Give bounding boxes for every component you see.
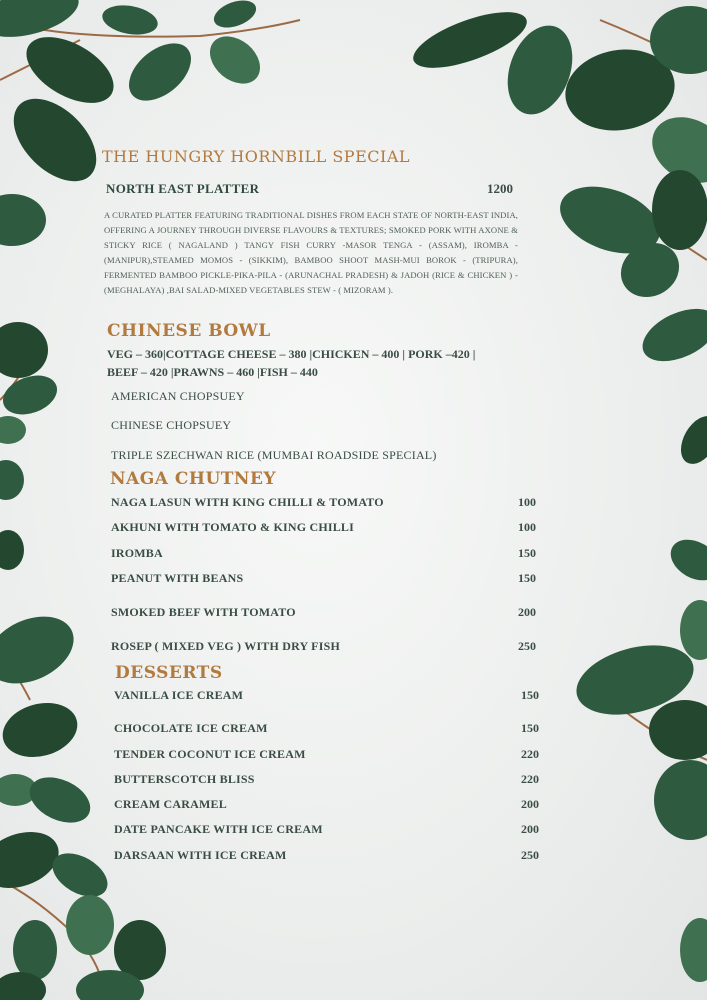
chinese-bowl-prices-line2: BEEF – 420 |PRAWNS – 460 |FISH – 440 (107, 365, 318, 379)
chutney-item-name: SMOKED BEEF WITH TOMATO (111, 605, 296, 619)
chinese-item: AMERICAN CHOPSUEY (111, 389, 245, 403)
dessert-item-name: DARSAAN WITH ICE CREAM (114, 848, 287, 862)
platter-name: NORTH EAST PLATTER (106, 181, 260, 196)
heading-desserts: DESSERTS (115, 663, 223, 683)
dessert-item-price: 250 (521, 848, 539, 862)
dessert-item-name: DATE PANCAKE WITH ICE CREAM (114, 822, 323, 836)
dessert-item-price: 220 (521, 747, 539, 761)
dessert-item-name: VANILLA ICE CREAM (114, 688, 244, 702)
chutney-item-name: PEANUT WITH BEANS (111, 571, 244, 585)
chutney-item-price: 150 (518, 571, 536, 585)
chutney-item-price: 100 (518, 520, 536, 534)
chinese-item: TRIPLE SZECHWAN RICE (MUMBAI ROADSIDE SPECIAL) (111, 448, 437, 462)
dessert-item-price: 150 (521, 688, 539, 702)
chutney-item-name: NAGA LASUN WITH KING CHILLI & TOMATO (111, 495, 384, 509)
dessert-item-price: 200 (521, 822, 539, 836)
chutney-item-name: IROMBA (111, 546, 163, 560)
platter-price: 1200 (487, 181, 513, 196)
chutney-item-name: ROSEP ( MIXED VEG ) WITH DRY FISH (111, 639, 340, 653)
heading-naga-chutney: NAGA CHUTNEY (110, 469, 277, 489)
chutney-item-name: AKHUNI WITH TOMATO & KING CHILLI (111, 520, 355, 534)
chutney-item-price: 100 (518, 495, 536, 509)
chutney-item-price: 200 (518, 605, 536, 619)
special-title: THE HUNGRY HORNBILL SPECIAL (102, 147, 410, 166)
chutney-item-price: 250 (518, 639, 536, 653)
dessert-item-price: 220 (521, 772, 539, 786)
dessert-item-price: 150 (521, 721, 539, 735)
dessert-item-name: BUTTERSCOTCH BLISS (114, 772, 255, 786)
chinese-bowl-prices-line1: VEG – 360|COTTAGE CHEESE – 380 |CHICKEN – 400 | PORK –420 | (107, 347, 476, 361)
platter-description: A CURATED PLATTER FEATURING TRADITIONAL DISHES FROM EACH STATE OF NORTH-EAST INDIA, OFFERING A JOURNEY THROUGH DIVERSE FLAVOURS & TEXTURES; SMOKED PORK WITH AXONE & STICKY RICE ( NAGALAND ) TANGY FISH CURRY -MASOR TENGA - (ASSAM), IROMBA - (MANIPUR),STEAMED MOMOS - (SIKKIM), BAMBOO SHOOT MASH-MUI BOROK - (TRIPURA), FERMENTED BAMBOO PICKLE-PIKA-PILA - (ARUNACHAL PRADESH) & JADOH (RICE & CHICKEN ) - (MEGHALAYA) ,BAI SALAD-MIXED VEGETABLES STEW - ( MIZORAM ). (104, 210, 518, 295)
chutney-item-price: 150 (518, 546, 536, 560)
dessert-item-name: TENDER COCONUT ICE CREAM (114, 747, 306, 761)
chinese-item: CHINESE CHOPSUEY (111, 418, 232, 432)
dessert-item-name: CHOCOLATE ICE CREAM (114, 721, 268, 735)
dessert-item-price: 200 (521, 797, 539, 811)
heading-chinese-bowl: CHINESE BOWL (107, 321, 271, 341)
dessert-item-name: CREAM CARAMEL (114, 797, 227, 811)
